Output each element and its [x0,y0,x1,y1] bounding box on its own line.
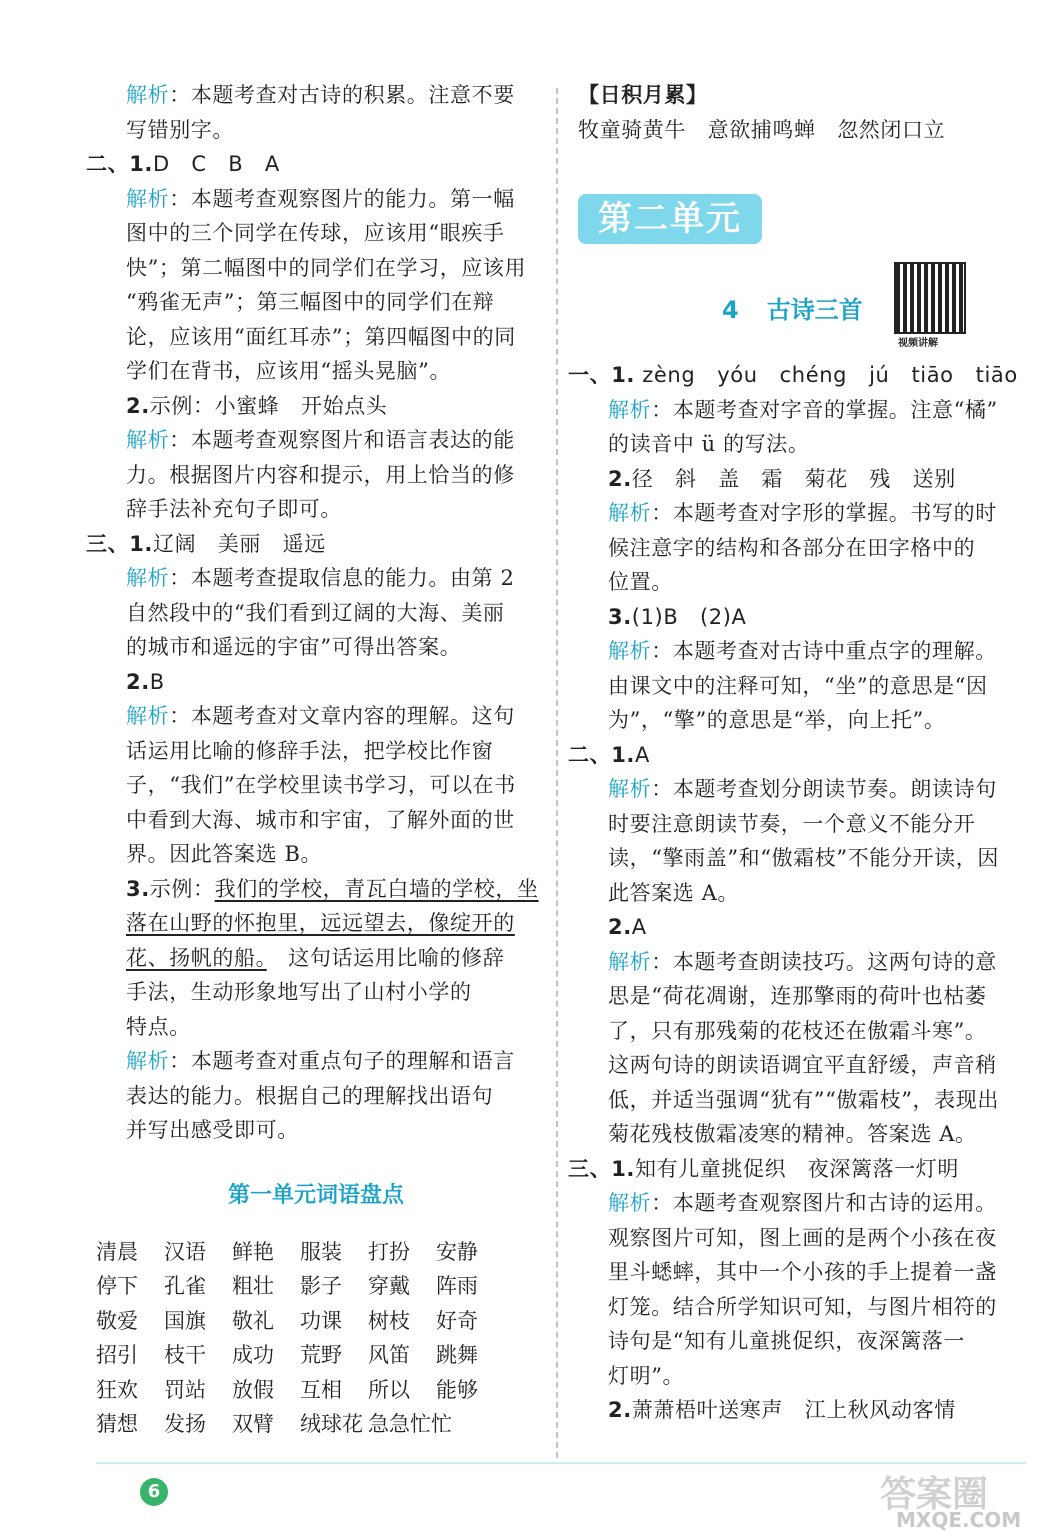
text-line: 由课文中的注释可知，“坐”的意思是“因 [608,673,988,698]
s3-q3-cont: 花、扬帆的船。 这句话运用比喻的修辞 [126,945,505,970]
s3-q3-rest [96,975,536,1044]
r3-q2: 2.萧萧梧叶送寒声 江上秋风动客情 [608,1398,956,1422]
s2-q2: 2.示例：小蜜蜂 开始点头 [126,393,388,418]
vocab-word: 绒球花 [300,1412,363,1436]
vocab-word: 罚站 [164,1377,206,1402]
text-line: 解析：本题考查对文章内容的理解。这句 [126,704,515,728]
riji-title: 【日积月累】 [578,83,708,107]
r2-q1-explanation [578,772,1022,910]
section-3-q1: 三、1.辽阔 美丽 遥远 [86,531,326,556]
text-line: 灯笼。结合所学知识可知，与图片相符的 [608,1294,997,1319]
text-line: 思是“荷花凋谢，连那擎雨的荷叶也枯萎 [608,984,987,1008]
text-line: 里斗蟋蟀，其中一个小孩的手上提着一盏 [608,1260,997,1284]
vocab-word: 所以 [368,1377,410,1402]
vocab-word: 荒野 [300,1343,342,1367]
column-divider [556,88,558,1458]
text-line: 解析：本题考查对字形的掌握。书写的时 [608,501,997,525]
section-2-q1: 二、1.D C B A [86,152,280,176]
text-line: 了，只有那残菊的花枝还在傲霜斗寒”。 [608,1018,987,1043]
jiexi-label: 解析 [608,501,652,525]
vocab-word: 双臂 [232,1412,274,1436]
vocab-word: 好奇 [436,1308,478,1333]
vocab-word: 国旗 [164,1308,206,1333]
jiexi-label: 解析 [126,1049,170,1073]
text-line: 自然段中的“我们看到辽阔的大海、美丽 [126,600,505,625]
text-line: 解析：本题考查对古诗中重点字的理解。 [608,639,997,663]
jiexi-label: 解析 [608,949,652,974]
text-line: 界。因此答案选 B。 [126,842,323,866]
vocab-word: 安静 [436,1239,478,1264]
jiexi-label: 解析 [126,704,170,728]
vocab-word: 互相 [300,1377,342,1402]
r1-q1: 一、1. zèng yóu chéng jú tiāo tiāo [568,363,1018,387]
jiexi-label: 解析 [608,777,652,801]
r1-q2-explanation [578,496,1022,600]
text-line: 的城市和遥远的宇宙”可得出答案。 [126,635,462,659]
vocab-word: 敬爱 [96,1308,138,1333]
vocab-word: 跳舞 [436,1343,478,1367]
r2-q2-explanation [578,945,1022,1152]
r1-q3-explanation [578,634,1022,738]
vocab-word: 成功 [232,1343,274,1367]
text-line: 灯明”。 [608,1363,685,1388]
vocab-word: 风笛 [368,1343,410,1367]
vocab-word: 服装 [300,1239,342,1264]
jiexi-label: 解析 [126,428,170,452]
text-line: 辞手法补充句子即可。 [126,497,342,521]
text-line: 低，并适当强调“犹有”“傲霜枝”，表现出 [608,1087,999,1112]
vocab-word: 阵雨 [436,1274,478,1298]
vocab-word: 急急忙忙 [368,1412,452,1436]
text-line: 解析：本题考查观察图片和语言表达的能 [126,428,515,452]
explanation: 解析：本题考查对古诗的积累。注意不要 [126,83,515,107]
text-line: 学们在背书，应该用“摇头晃脑”。 [126,359,452,383]
text-line: 解析：本题考查朗读技巧。这两句诗的意 [608,949,997,974]
vocab-word: 枝干 [164,1343,206,1367]
pinyin-answer: zèng [642,363,696,387]
pinyin-answer: tiāo [975,363,1018,387]
text-line: 子，“我们”在学校里读书学习，可以在书 [126,773,516,797]
text-line: 论，应该用“面红耳赤”；第四幅图中的同 [126,324,516,349]
right-column [578,78,1022,147]
jiexi-label: 解析 [126,186,170,211]
jiexi-label: 解析 [608,1191,652,1215]
pinyin-answer: tiāo [911,363,954,387]
watermark-url: MXQE.COM [896,1508,1022,1532]
jiexi-label: 解析 [608,639,652,663]
jiexi-label: 解析 [608,397,652,422]
pinyin-answer: yóu [717,363,758,387]
vocab-word: 狂欢 [96,1377,138,1402]
text-line: 中看到大海、城市和宇宙，了解外面的世 [126,807,515,832]
vocab-word: 树枝 [368,1308,410,1333]
text-line: 这两句诗的朗读语调宜平直舒缓，声音稍 [608,1053,997,1077]
s3-q3: 3.示例：我们的学校，青瓦白墙的学校，坐 [126,876,539,901]
text-line: 为”，“擎”的意思是“举，向上托”。 [608,708,946,732]
text-line: 话运用比喻的修辞手法，把学校比作窗 [126,738,494,763]
text-line: 菊花残枝傲霜凌寒的精神。答案选 A。 [608,1122,977,1146]
qr-code-icon[interactable] [894,262,966,334]
jiexi-label: 解析 [126,566,170,590]
r3-q1: 三、1.知有儿童挑促织 夜深篱落一灯明 [568,1156,959,1181]
s2-q2-explanation [96,423,536,527]
watermark-logo: 答案圈 [880,1474,989,1515]
vocab-word: 鲜艳 [232,1239,274,1264]
s3-q3-explanation [96,1044,536,1148]
text-line: 的读音中 ü 的写法。 [608,432,810,456]
pinyin-answer: jú [869,363,890,387]
vocab-word: 功课 [300,1308,342,1333]
text-line: 候注意字的结构和各部分在田字格中的 [608,535,976,560]
right-answers [568,358,1022,1428]
lesson-title: 4 古诗三首 [722,296,863,324]
text-line: 读，“擎雨盖”和“傲霜枝”不能分开读，因 [608,846,999,870]
s3-q1-explanation [96,561,536,665]
r1-q1-explanation [578,393,1022,462]
s3-q2-explanation [96,699,536,872]
text-line: 观察图片可知，图上画的是两个小孩在夜 [608,1225,997,1250]
r2-q2: 2.A [608,915,647,939]
vocab-word: 孔雀 [164,1274,206,1298]
vocab-word: 打扮 [368,1239,410,1264]
text-line: 时要注意朗读节奏，一个意义不能分开 [608,811,976,836]
vocab-word: 敬礼 [232,1308,274,1333]
text-line: 并写出感受即可。 [126,1118,299,1142]
vocab-word [436,1407,528,1442]
vocab-word: 放假 [232,1377,274,1402]
text-line: 诗句是“知有儿童挑促织，夜深篱落一 [608,1329,965,1353]
s2-q1-explanation [96,182,536,389]
text-line: 手法，生动形象地写出了山村小学的 [126,980,472,1004]
vocab-word: 猜想 [96,1412,138,1436]
unit-banner: 第二单元 [578,194,762,244]
r1-q3: 3.(1)B (2)A [608,604,747,629]
text-line: “鸦雀无声”；第三幅图中的同学们在辩 [126,290,495,314]
r1-q2: 2.径 斜 盖 霜 菊花 残 送别 [608,466,956,491]
vocab-word: 影子 [300,1274,342,1298]
left-column [86,78,539,1442]
text-line: 解析：本题考查对字音的掌握。注意“橘” [608,397,998,422]
vocab-title: 第一单元词语盘点 [227,1182,404,1208]
text-line: 快”；第二幅图中的同学们在学习，应该用 [126,255,527,280]
text-line: 位置。 [608,570,673,594]
text-line: 解析：本题考查对重点句子的理解和语言 [126,1049,515,1073]
vocab-word: 发扬 [164,1412,206,1436]
page-number: 6 [140,1478,168,1506]
vocab-grid [96,1235,536,1442]
riji-line: 牧童骑黄牛 意欲捕鸣蝉 忽然闭口立 [578,117,946,142]
text-line: 图中的三个同学在传球，应该用“眼疾手 [126,221,505,245]
text-line: 表达的能力。根据自己的理解找出语句 [126,1083,494,1108]
s3-q3-cont: 落在山野的怀抱里，远远望去，像绽开的 [126,911,515,935]
vocab-word: 能够 [436,1377,478,1402]
vocab-word: 汉语 [164,1239,206,1264]
r3-q1-explanation [578,1186,1022,1393]
vocab-word: 招引 [96,1343,138,1367]
vocab-word: 穿戴 [368,1274,410,1298]
text-line: 解析：本题考查提取信息的能力。由第 2 [126,566,515,590]
vocab-word: 清晨 [96,1239,138,1264]
text-line: 此答案选 A。 [608,880,740,905]
footer-line [96,1462,1026,1464]
r2-q1: 二、1.A [568,742,650,767]
explanation-cont: 写错别字。 [126,117,234,142]
vocab-word: 粗壮 [232,1274,274,1298]
text-line: 解析：本题考查观察图片和古诗的运用。 [608,1191,997,1215]
text-line: 力。根据图片内容和提示，用上恰当的修 [126,462,515,487]
text-line: 解析：本题考查观察图片的能力。第一幅 [126,186,515,211]
text-line: 特点。 [126,1014,191,1039]
pinyin-answer: chéng [779,363,848,387]
vocab-word: 停下 [96,1274,138,1298]
text-line: 解析：本题考查划分朗读节奏。朗读诗句 [608,777,997,801]
s3-q2: 2.B [126,669,165,694]
qr-label: 视频讲解 [898,338,938,349]
